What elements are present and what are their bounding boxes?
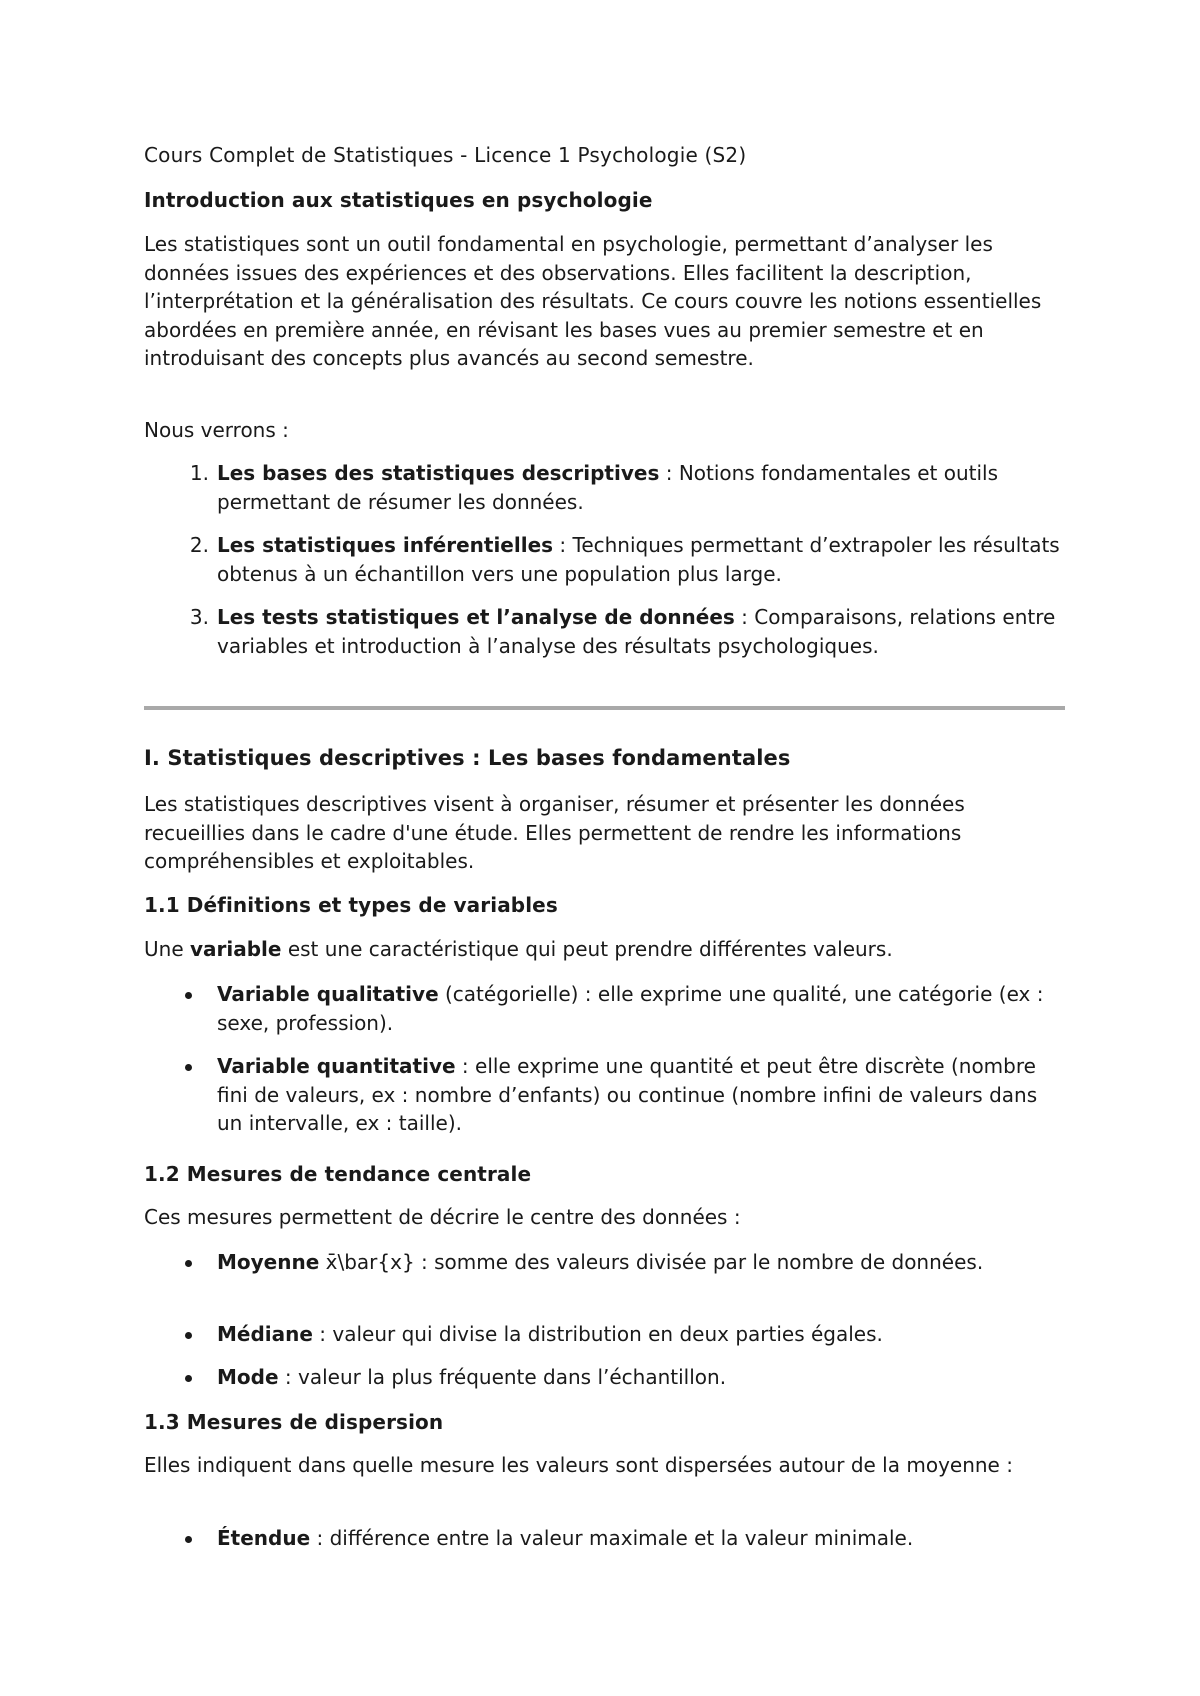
- list-item: [217, 980, 1067, 1037]
- section-paragraph: Les statistiques descriptives visent à organiser, résumer et présenter les données recueillies dans le cadre d'une étude. Elles permettent de rendre les informations compréhensibles et exploitables.: [144, 792, 965, 873]
- list-item-text: (catégorielle) : elle exprime une qualité, une catégorie (ex : sexe, profession).: [217, 982, 1044, 1035]
- list-item-term: Les statistiques inférentielles: [217, 533, 554, 557]
- lead-term: variable: [189, 937, 282, 961]
- subsection-heading-1-2: 1.2 Mesures de tendance centrale: [144, 1162, 532, 1186]
- list-item-text: : elle exprime une quantité et peut être discrète (nombre fini de valeurs, ex : nombre d’enfants) ou continue (nombre infini de valeurs dans un intervalle, ex : taille).: [217, 1054, 1038, 1135]
- intro-heading: Introduction aux statistiques en psychologie: [144, 188, 653, 212]
- list-item-term: Les tests statistiques et l’analyse de données: [217, 605, 735, 629]
- document-title: Cours Complet de Statistiques - Licence 1 Psychologie (S2): [144, 143, 747, 167]
- list-item-text: : valeur la plus fréquente dans l’échantillon.: [278, 1365, 727, 1389]
- bullet-icon: [185, 1375, 192, 1382]
- list-item-text: : Techniques permettant d’extrapoler les résultats obtenus à un échantillon vers une population plus large.: [217, 533, 1060, 586]
- lead-text: Une: [144, 937, 190, 961]
- bullet-icon: [185, 1536, 192, 1543]
- list-number: 1.: [189, 461, 209, 485]
- list-item-term: Variable qualitative: [217, 982, 439, 1006]
- list-item-term: Variable quantitative: [217, 1054, 456, 1078]
- list-item: [217, 1363, 1067, 1392]
- subsection-lead-1-1: [144, 935, 1064, 964]
- list-item: [217, 1524, 1067, 1553]
- bullet-icon: [185, 992, 192, 999]
- subsection-heading-1-1: 1.1 Définitions et types de variables: [144, 893, 558, 917]
- horizontal-divider: [144, 706, 1065, 710]
- intro-lead: Nous verrons :: [144, 418, 289, 442]
- list-item-term: Étendue: [217, 1526, 311, 1550]
- bullet-icon: [185, 1260, 192, 1267]
- list-item-term: Moyenne: [217, 1250, 320, 1274]
- list-item-term: Médiane: [217, 1322, 313, 1346]
- list-item-text: : différence entre la valeur maximale et la valeur minimale.: [310, 1526, 914, 1550]
- subsection-lead-1-3: Elles indiquent dans quelle mesure les valeurs sont dispersées autour de la moyenne :: [144, 1453, 1013, 1477]
- list-number: 2.: [189, 533, 209, 557]
- list-item: [217, 1248, 1067, 1277]
- list-item: [189, 459, 1067, 516]
- list-item-text: : Notions fondamentales et outils permettant de résumer les données.: [217, 461, 998, 514]
- list-item-text: : valeur qui divise la distribution en deux parties égales.: [312, 1322, 883, 1346]
- lead-text: est une caractéristique qui peut prendre différentes valeurs.: [281, 937, 893, 961]
- list-item-term: Les bases des statistiques descriptives: [217, 461, 660, 485]
- list-item-term: Mode: [217, 1365, 279, 1389]
- section-heading: I. Statistiques descriptives : Les bases fondamentales: [144, 746, 791, 770]
- list-item-text: : Comparaisons, relations entre variables et introduction à l’analyse des résultats psychologiques.: [217, 605, 1056, 658]
- list-item: [217, 1052, 1067, 1138]
- bullet-icon: [185, 1064, 192, 1071]
- list-item-text: x̄\bar{x} : somme des valeurs divisée par le nombre de données.: [319, 1250, 984, 1274]
- subsection-lead-1-2: Ces mesures permettent de décrire le centre des données :: [144, 1205, 741, 1229]
- subsection-heading-1-3: 1.3 Mesures de dispersion: [144, 1410, 444, 1434]
- intro-paragraph: Les statistiques sont un outil fondamental en psychologie, permettant d’analyser les données issues des expériences et des observations. Elles facilitent la description, l’interprétation et la généralisation des résultats. Ce cours couvre les notions essentielles abordées en première année, en révisant les bases vues au premier semestre et en introduisant des concepts plus avancés au second semestre.: [144, 232, 1042, 370]
- bullet-icon: [185, 1332, 192, 1339]
- list-item: [217, 1320, 1067, 1349]
- list-item: [189, 603, 1067, 660]
- list-number: 3.: [189, 605, 209, 629]
- list-item: [189, 531, 1067, 588]
